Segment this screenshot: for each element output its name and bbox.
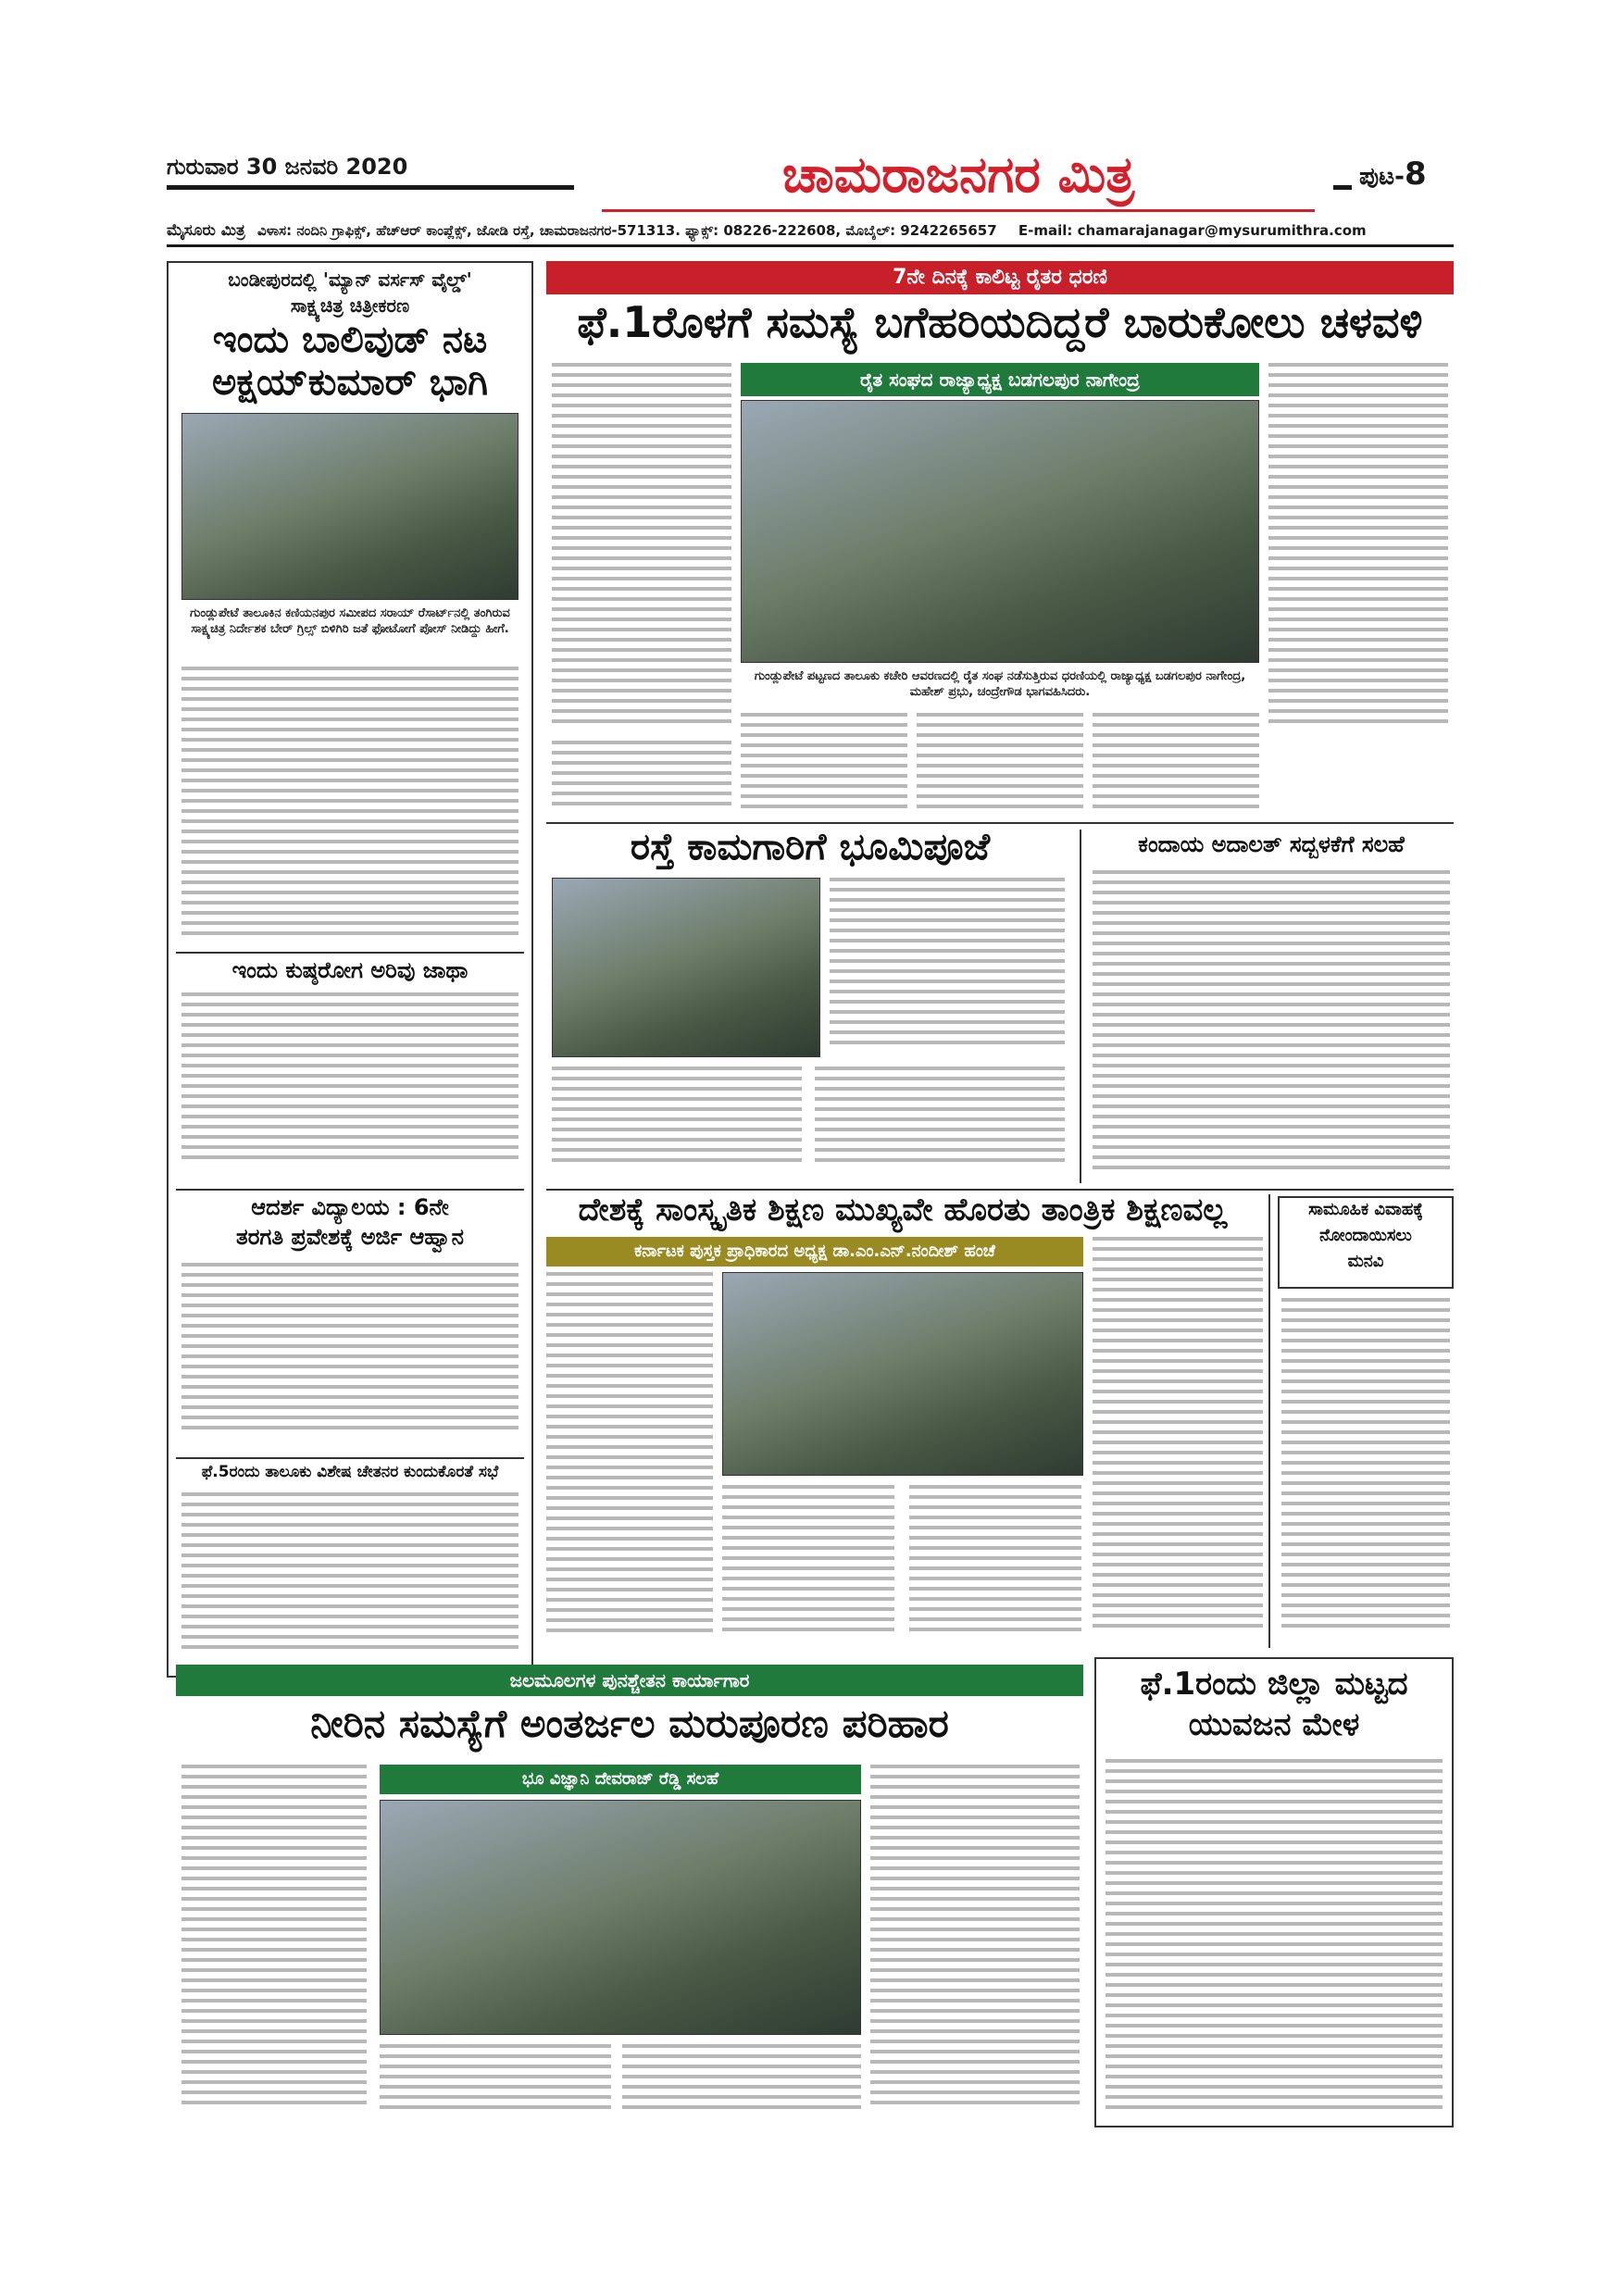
page-label: ಪುಟ-: [1359, 163, 1405, 191]
road-headline: ರಸ್ತೆ ಕಾಮಗಾರಿಗೆ ಭೂಮಿಪೂಜೆ: [630, 826, 991, 868]
top-story-col-3b: [1093, 713, 1259, 815]
youth-body: [1106, 1759, 1443, 2120]
leprosy-body: [181, 992, 518, 1178]
water-banner: ಜಲಮೂಲಗಳ ಪುನಶ್ಚೇತನ ಕಾರ್ಯಾಗಾರ: [176, 1665, 1083, 1696]
issue-date: ಗುರುವಾರ 30 ಜನವರಿ 2020: [167, 154, 408, 180]
top-story-divider: [546, 822, 1454, 824]
brand-name: ಮೈಸೂರು ಮಿತ್ರ: [167, 221, 245, 240]
left-headline-1: ಇಂದು ಬಾಲಿವುಡ್ ನಟ: [212, 318, 488, 361]
header-rule: [167, 244, 1454, 247]
left-divider-2: [176, 1189, 524, 1191]
water-subhead: ಭೂ ವಿಜ್ಞಾನಿ ದೇವರಾಜ್ ರೆಡ್ಡಿ ಸಲಹೆ: [380, 1765, 861, 1794]
education-subhead: ಕರ್ನಾಟಕ ಪುಸ್ತಕ ಪ್ರಾಧಿಕಾರದ ಅಧ್ಯಕ್ಷ ಡಾ.ಎಂ.ಎನ್.ನಂದೀಶ್ ಹಂಚೆ: [546, 1237, 1083, 1267]
education-col-1: [546, 1272, 713, 1642]
education-event-photo: [722, 1272, 1083, 1476]
top-story-col-1b: [552, 741, 731, 815]
paper-name: ಚಾಮರಾಜನಗರ ಮಿತ್ರ: [781, 144, 1135, 204]
adalat-headline: ಕಂದಾಯ ಅದಾಲತ್ ಸದ್ಬಳಕೆಗೆ ಸಲಹೆ: [1138, 831, 1405, 857]
marriage-divider: [1268, 1194, 1270, 1648]
road-body-right: [830, 878, 1065, 1057]
road-body-col-1: [552, 1067, 802, 1178]
adarsha-headline-1: ಆದರ್ಶ ವಿದ್ಯಾಲಯ : 6ನೇ: [251, 1194, 449, 1220]
youth-headline-1: ಫೆ.1ರಂದು ಜಿಲ್ಲಾ ಮಟ್ಟದ: [1140, 1666, 1408, 1703]
masthead-underline: [602, 209, 1315, 212]
left-divider-3: [176, 1457, 524, 1459]
top-story-subhead: ರೈತ ಸಂಘದ ರಾಜ್ಯಾಧ್ಯಕ್ಷ ಬಡಗಲಪುರ ನಾಗೇಂದ್ರ: [741, 363, 1259, 396]
left-headline-2: ಅಕ್ಷಯ್‌ಕುಮಾರ್ ಭಾಗಿ: [211, 361, 489, 404]
education-divider: [546, 1189, 1454, 1191]
page-number-value: 8: [1404, 156, 1427, 193]
marriage-headline-1: ಸಾಮೂಹಿಕ ವಿವಾಹಕ್ಕೆ: [1308, 1200, 1423, 1219]
education-col-4: [1093, 1237, 1263, 1642]
road-ceremony-photo: [552, 878, 820, 1057]
disabled-meeting-body: [181, 1492, 518, 1668]
water-col-3: [622, 2044, 861, 2116]
education-col-2: [722, 1485, 894, 1642]
left-divider-1: [176, 952, 524, 954]
page-number: [1359, 156, 1427, 193]
left-article-body: [181, 667, 518, 944]
water-workshop-photo: [380, 1800, 861, 2035]
disabled-meeting-headline: ಫೆ.5ರಂದು ತಾಲೂಕು ವಿಶೇಷ ಚೇತನರ ಕುಂದುಕೊರತೆ ಸಭೆ: [201, 1463, 499, 1481]
adalat-body: [1093, 870, 1450, 1179]
youth-headline-2: ಯುವಜನ ಮೇಳ: [1188, 1706, 1360, 1743]
address-text: ವಿಳಾಸ: ನಂದಿನಿ ಗ್ರಾಫಿಕ್ಸ್, ಹೆಚ್‌ಆರ್ ಕಾಂಪ್ಲೆಕ್ಸ್, ಜೋಡಿ ರಸ್ತೆ, ಚಾಮರಾಜನಗರ-571313. ಫ್ಯಾಕ್ಸ್: 08226-222608, ಮೊಬೈಲ್: 9242265657: [257, 222, 997, 239]
top-story-banner: 7ನೇ ದಿನಕ್ಕೆ ಕಾಲಿಟ್ಟ ರೈತರ ಧರಣಿ: [546, 261, 1454, 294]
water-col-1: [181, 1765, 367, 2116]
top-story-col-4: [1268, 363, 1448, 733]
top-story-headline: ಫೆ.1ರೊಳಗೆ ಸಮಸ್ಯೆ ಬಗೆಹರಿಯದಿದ್ದರೆ ಬಾರುಕೋಲು ಚಳವಳಿ: [577, 297, 1423, 347]
email-text: E-mail: chamarajanagar@mysurumithra.com: [1018, 222, 1367, 239]
contact-bar: [167, 218, 1454, 243]
farmers-photo-caption: ಗುಂಡ್ಲುಪೇಟೆ ಪಟ್ಟಣದ ತಾಲೂಕು ಕಚೇರಿ ಆವರಣದಲ್ಲಿ ರೈತ ಸಂಘ ನಡೆಸುತ್ತಿರುವ ಧರಣಿಯಲ್ಲಿ ರಾಜ್ಯಾಧ್ಯಕ್ಷ ಬಡಗಲಪುರ ನಾಗೇಂದ್ರ, ಮಹೇಶ್ ಪ್ರಭು, ಚಂದ್ರೇಗೌಡ ಭಾಗವಹಿಸಿದರು.: [754, 669, 1246, 699]
top-story-col-2: [741, 713, 907, 815]
road-adalat-divider: [1080, 830, 1081, 1183]
left-kicker-2: ಸಾಕ್ಷ್ಯಚಿತ್ರ ಚಿತ್ರೀಕರಣ: [290, 294, 410, 317]
water-headline: ನೀರಿನ ಸಮಸ್ಯೆಗೆ ಅಂತರ್ಜಲ ಮರುಪೂರಣ ಪರಿಹಾರ: [310, 1701, 949, 1746]
farmers-protest-photo: [741, 400, 1259, 663]
masthead-rule-left: [167, 185, 574, 190]
left-kicker-1: ಬಂಡೀಪುರದಲ್ಲಿ 'ಮ್ಯಾನ್ ವರ್ಸಸ್ ವೈಲ್ಡ್': [228, 268, 472, 291]
adarsha-body: [181, 1263, 518, 1448]
water-col-4: [870, 1765, 1080, 2116]
marriage-headline-2: ನೋಂದಾಯಿಸಲು: [1319, 1226, 1412, 1245]
leprosy-headline: ಇಂದು ಕುಷ್ಠರೋಗ ಅರಿವು ಜಾಥಾ: [231, 957, 468, 983]
education-headline: ದೇಶಕ್ಕೆ ಸಾಂಸ್ಕೃತಿಕ ಶಿಕ್ಷಣ ಮುಖ್ಯವೇ ಹೊರತು ತಾಂತ್ರಿಕ ಶಿಕ್ಷಣವಲ್ಲ: [578, 1192, 1228, 1229]
education-col-3: [909, 1485, 1081, 1642]
water-col-2: [380, 2044, 611, 2116]
marriage-headline-3: ಮನವಿ: [1347, 1252, 1384, 1271]
top-story-col-1: [552, 363, 731, 733]
masthead-rule-right: [1333, 185, 1352, 190]
top-story-col-3a: [917, 713, 1083, 815]
actor-photo-caption: ಗುಂಡ್ಲುಪೇಟೆ ತಾಲೂಕಿನ ಕಣಿಯನಪುರ ಸಮೀಪದ ಸರಾಯ್ ರೆಸಾರ್ಟ್‌ನಲ್ಲಿ ತಂಗಿರುವ ಸಾಕ್ಷ್ಯಚಿತ್ರ ನಿರ್ದೇಶಕ ಬೇರ್ ಗ್ರಿಲ್ಸ್ ಬಿಳಿಗಿರಿ ಜತೆ ಫೋಟೋಗೆ ಪೋಸ್ ನೀಡಿದ್ದು ಹೀಗೆ.: [190, 606, 510, 636]
adarsha-headline-2: ತರಗತಿ ಪ್ರವೇಶಕ್ಕೆ ಅರ್ಜಿ ಆಹ್ವಾನ: [235, 1224, 465, 1250]
actor-group-photo: [181, 413, 518, 600]
road-body-col-2: [815, 1067, 1065, 1178]
marriage-body: [1281, 1298, 1450, 1642]
